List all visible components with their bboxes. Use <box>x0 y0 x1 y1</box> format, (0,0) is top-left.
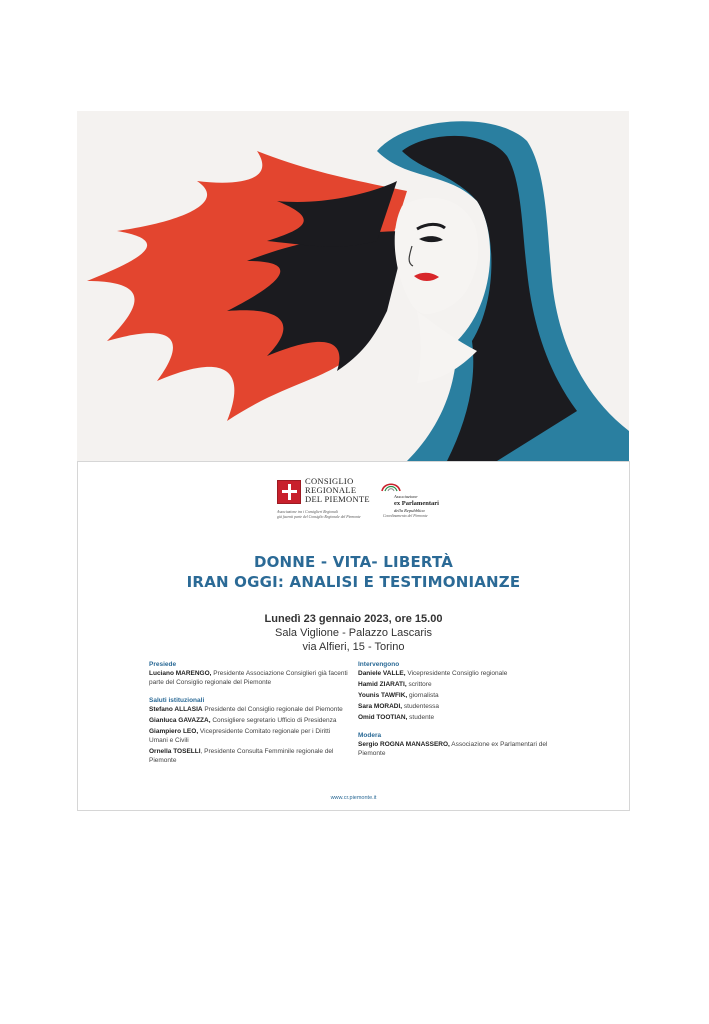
parliament-arc-icon <box>381 478 401 492</box>
speaker-entry: Sara MORADI, studentessa <box>358 703 439 710</box>
event-flyer <box>77 461 630 811</box>
speaker-entry: Stefano ALLASIA Presidente del Consiglio regionale del Piemonte <box>149 706 343 713</box>
event-title-line-2: IRAN OGGI: ANALISI E TESTIMONIANZE <box>186 573 521 591</box>
woman-portrait-illustration <box>77 111 629 461</box>
consiglio-logo-text: CONSIGLIO REGIONALE DEL PIEMONTE <box>305 476 370 504</box>
speaker-entry: Omid TOOTIAN, studente <box>358 714 435 721</box>
event-date: Lunedì 23 gennaio 2023, ore 15.00 <box>264 613 443 625</box>
speaker-entry: Ornella TOSELLI, Presidente Consulta Femminile regionale del Piemonte <box>149 748 334 764</box>
speaker-entry: Luciano MARENGO, Presidente Associazione Consiglieri già facenti parte del Consiglio regionale del Piemonte <box>149 670 348 686</box>
event-venue: Sala Viglione - Palazzo Lascaris <box>275 627 432 639</box>
associazione-logo-text: Associazione ex Parlamentari della Repubblica <box>394 494 439 513</box>
event-details <box>78 612 629 654</box>
hero-illustration <box>77 111 629 461</box>
program-left-column <box>149 660 349 767</box>
consiglio-logo-subtitle: Associazione tra i Consiglieri Regionali già facenti parte del Consiglio Regionale del Piemonte <box>277 510 361 519</box>
section-heading-modera: Modera <box>358 732 382 739</box>
associazione-logo-subtitle: Coordinamento del Piemonte <box>383 514 428 518</box>
section-heading-presiede: Presiede <box>149 661 177 668</box>
section-heading-saluti: Saluti istituzionali <box>149 697 205 704</box>
speaker-entry: Younis TAWFIK, giornalista <box>358 692 439 699</box>
speaker-entry: Gianluca GAVAZZA, Consigliere segretario Ufficio di Presidenza <box>149 717 337 724</box>
consiglio-regionale-logo <box>277 477 387 521</box>
speaker-entry: Sergio ROGNA MANASSERO, Associazione ex Parlamentari del Piemonte <box>358 741 548 757</box>
website-link[interactable]: www.cr.piemonte.it <box>330 795 377 801</box>
speaker-entry: Daniele VALLE, Vicepresidente Consiglio regionale <box>358 670 508 677</box>
speaker-entry: Giampiero LEO, Vicepresidente Comitato regionale per i Diritti Umani e Civili <box>149 728 331 744</box>
section-heading-intervengono: Intervengono <box>358 661 400 668</box>
event-title-line-1: DONNE - VITA- LIBERTÀ <box>253 553 454 571</box>
associazione-ex-parlamentari-logo <box>381 477 471 521</box>
event-address: via Alfieri, 15 - Torino <box>302 641 405 653</box>
piemonte-crest-icon <box>277 480 301 504</box>
program-right-column <box>358 660 568 760</box>
speaker-entry: Hamid ZIARATI, scrittore <box>358 681 432 688</box>
